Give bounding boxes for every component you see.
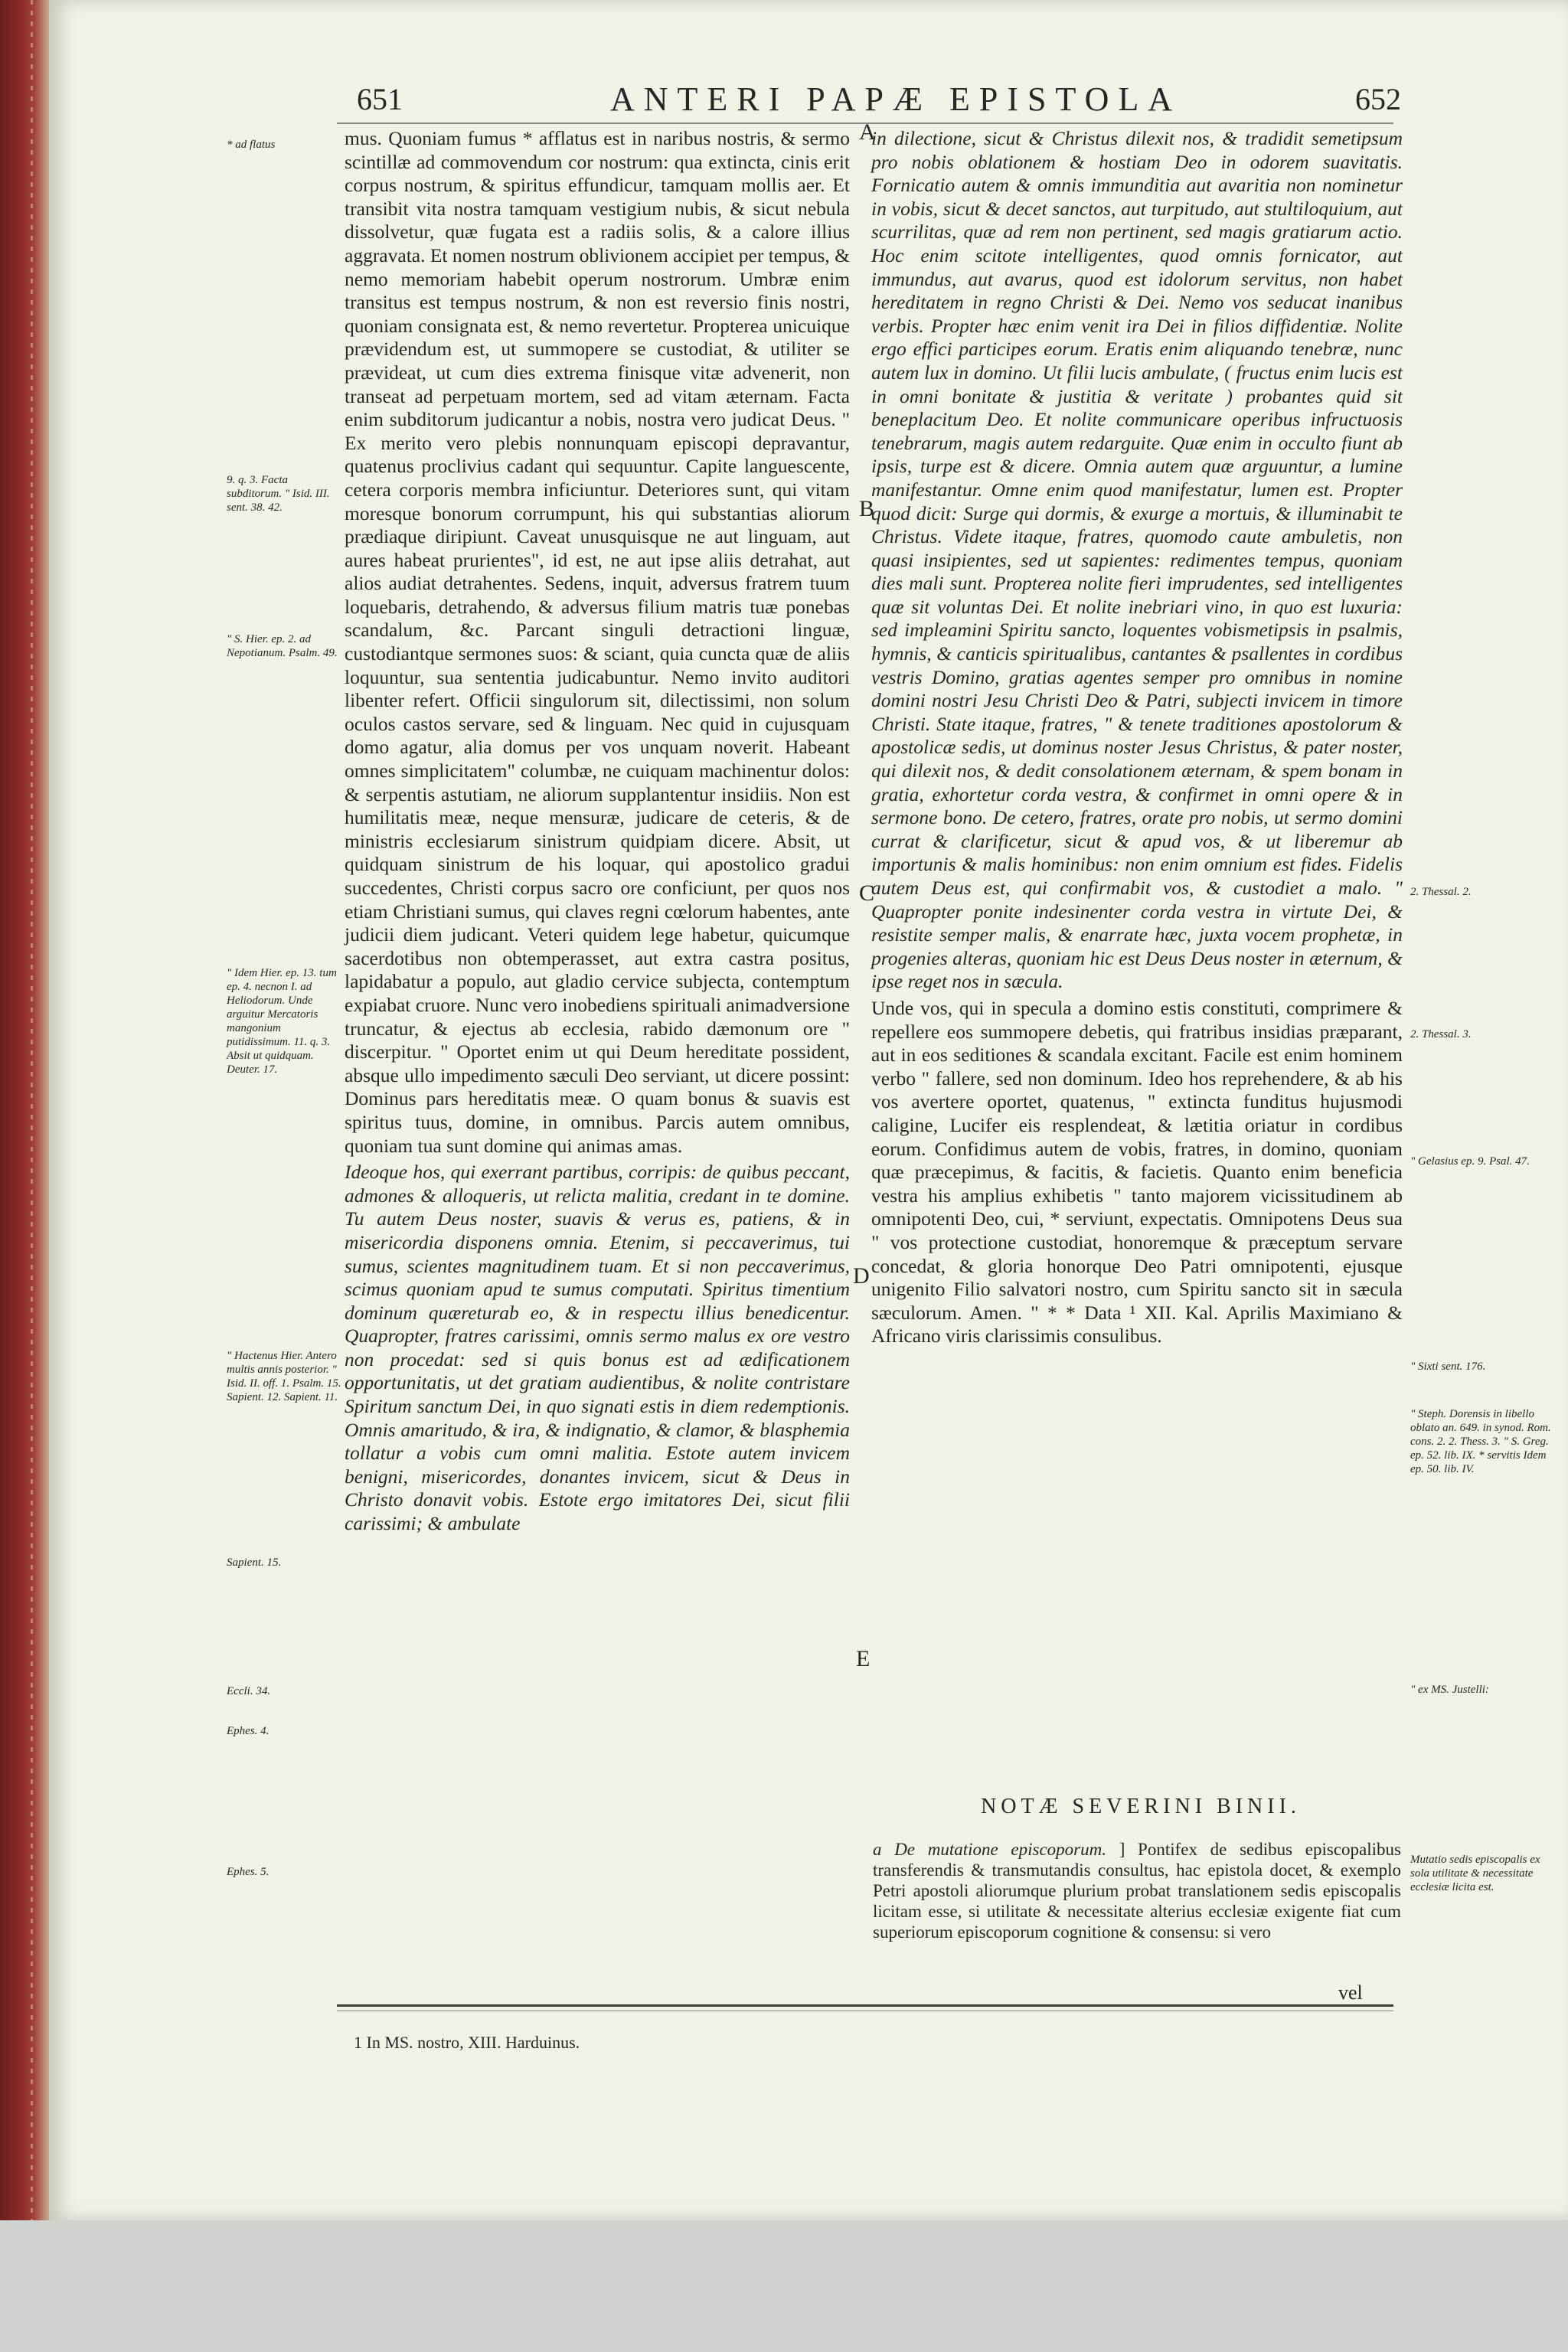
right-column-roman: Unde vos, qui in specula a domino estis constituti, comprimere & repellere eos summopere debetis, qui fratribus insidias præparant, aut in eos seditiones & scandala excitant. Facile est enim hominem verbo " fallere, sed non dominum. Ideo hos reprehendere, & ab his vos avertere oportet, quatenus, " extincta funditus hujusmodi caligine, Lucifer eis resplendeat, & lætitia oriatur in cordibus eorum. Confidimus autem de vobis, fratres, in domino, quoniam quæ præcepimus, & facitis, & facietis. Quanto enim beneficia vestra his amplius exhibetis " tanto majorem vicissitudinem ab omnipotenti Deo, cui, * serviunt, expectatis. Omnipotens Deus sua " vos protectione custodiat, honoremque & præceptum servare concedat, & gloria honorque Deo Patri omnipotenti, ejusque unigenito Filio salvatori nostro, cum Spiritu sancto sit in sæcula sæculorum. Amen. " * * Data ¹ XII. Kal. Aprilis Maximiano & Africano viris clarissimis consulibus. (871, 996, 1403, 1348)
margin-note: " Hactenus Hier. Antero multis annis posterior. " Isid. II. off. 1. Psalm. 15. Sapient. 12. Sapient. 11. (227, 1350, 341, 1403)
notes-margin-note: Mutatio sedis episcopalis ex sola utilitate & necessitate ecclesiæ licita est. (1410, 1854, 1540, 1893)
margin-note: " ex MS. Justelli: (1410, 1684, 1489, 1696)
binding-stitching (31, 0, 33, 2220)
book-binding (0, 0, 49, 2220)
left-text-column (345, 127, 850, 1536)
right-column-italic: in dilectione, sicut & Christus dilexit nos, & tradidit semetipsum pro nobis oblationem & hostiam Deo in odorem suavitatis. Fornicatio autem & omnis immunditia aut avaritia non nominetur in vobis, sicut & decet sanctos, aut turpitudo, aut stultiloquium, aut scurrilitas, quæ ad rem non pertinent, sed magis gratiarum actio. Hoc enim scitote intelligentes, quod omnis fornicator, aut immundus, aut avarus, quod est idolorum servitus, non habet hereditatem in regno Christi & Dei. Nemo vos seducat inanibus verbis. Propter hæc enim venit ira Dei in filios diffidentiæ. Nolite ergo effici participes eorum. Eratis enim aliquando tenebræ, nunc autem lux in domino. Ut filii lucis ambulate, ( fructus enim lucis est in omni bonitate & justitia & veritate ) probantes quid sit beneplacitum Deo. Et nolite communicare operibus infructuosis tenebrarum, magis autem redarguite. Quæ enim in occulto fiunt ab ipsis, turpe est & dicere. Omnia autem quæ arguuntur, a lumine manifestantur. Omne enim quod manifestatur, lumen est. Propter quod dicit: Surge qui dormis, & exurge a mortuis, & illuminabit te Christus. Videte itaque, fratres, quomodo caute ambuletis, non quasi insipientes, sed ut sapientes: redimentes tempus, quoniam dies mali sunt. Propterea nolite fieri imprudentes, sed intelligentes quæ sit voluntas Dei. Et nolite inebriari vino, in quo est luxuria: sed impleamini Spiritu sancto, loquentes vobismetipsis in psalmis, hymnis, & canticis spiritualibus, cantantes & psallentes in cordibus vestris Domino, gratias agentes semper pro omnibus in nomine domini nostri Jesu Christi Deo & Patri, subjecti invicem in timore Christi. State itaque, fratres, " & tenete traditiones apostolorum & apostolicæ sedis, ut dominus noster Jesus Christus, & pater noster, qui dilexit nos, & dedit consolationem æternam, & spem bonam in gratia, exhortetur corda vestra, & confirmet in omni opere & in sermone bono. De cetero, fratres, orate pro nobis, ut sermo domini currat & clarificetur, sicut & apud vos, & ut liberemur ab importunis & malis hominibus: non enim omnium est fides. Fidelis autem Deus est, qui confirmabit vos, & custodiet a malo. " Quapropter ponite indesinenter corda vestra in virtute Dei, & resistite semper malis, & enarrate hæc, juxta vocem prophetæ, in progenies alteras, quoniam hic est Deus Deus noster in æternum, & ipse reget nos in sæcula. (871, 127, 1403, 993)
page-number-left: 651 (357, 82, 403, 116)
footer-rule (337, 2004, 1393, 2007)
note-text: ] Pontifex de sedibus episcopalibus transferendis & transmutandis consultus, hac epistola docet, & exemplo Petri apostoli aliorumque plurium probat translationem sedis episcopalis licitam esse, si utilitate & necessitate alterius ecclesiæ exigente fiat cum superiorum episcoporum cognitione & consensu: si vero (873, 1840, 1401, 1942)
margin-note: Sapient. 15. (227, 1557, 282, 1569)
notes-heading: NOTÆ SEVERINI BINII. (981, 1795, 1301, 1818)
left-column-roman: mus. Quoniam fumus * afflatus est in naribus nostris, & sermo scintillæ ad commovendum cor nostrum: qua extincta, cinis erit corpus nostrum, & spiritus effundicur, tamquam mollis aer. Et transibit vita nostra tamquam vestigium nubis, & sicut nebula dissolvetur, quæ fugata est a radiis solis, & a calore illius aggravata. Et nomen nostrum oblivionem accipiet per tempus, & nemo memoriam habebit operum nostrorum. Umbræ enim transitus est tempus nostrum, & non est reversio finis nostri, quoniam consignata est, & nemo revertetur. Propterea unicuique prævidendum est, ut summopere se custodiat, & utiliter se prævideat, ut cum dies extrema finisque vitæ advenerit, non transeat ad perpetuam mortem, sed ad vitam æternam. Facta enim subditorum judicantur a nobis, nostra vero judicat Deus. " Ex merito vero plebis nonnunquam episcopi depravantur, quatenus proclivius cadant qui sequuntur. Capite languescente, cetera corporis membra inficiuntur. Deteriores sunt, qui vitam moresque bonorum corrumpunt, his qui substantias aliorum prædiaque diripiunt. Caveat unusquisque ne aut linguam, aut aures habeat prurientes", id est, ne aut ipse aliis detrahat, aut alios audiat detrahentes. Sedens, inquit, adversus fratrem tuum loquebaris, detrahendo, & adversus filium matris tuæ ponebas scandalum, &c. Parcant singuli detractioni linguæ, custodiantque sermones suos: & sciant, quia cuncta quæ de aliis loquuntur, sua sententia judicabuntur. Nemo invito auditori libenter refert. Officii singulorum sit, dilectissimi, non solum oculos castos servare, sed & linguam. Nec quid in cujusquam domo agatur, alia domus per vos unquam noverit. Habeant omnes simplicitatem" columbæ, ne cuiquam machinentur dolos: & serpentis astutiam, ne aliorum supplantentur insidiis. Non est humilitatis meæ, neque mensuræ, judicare de ceteris, & de ministris ecclesiarum sinistrum quidpiam dicere. Absit, ut quidquam sinistrum de his loquar, qui apostolico gradui succedentes, Christi corpus sacro ore conficiunt, per quos nos etiam Christiani sumus, qui claves regni cœlorum habentes, ante judicii diem judicant. Veteri quidem lege habetur, quicumque sacerdotibus non obtemperasset, aut extra castra positus, lapidabatur a populo, aut gladio cervice subjecta, contemptum expiabat cruore. Nunc vero inobediens spirituali animadversione truncatur, & ejectus ab ecclesia, rabido dæmonum ore " discerpitur. " Oportet enim ut qui Deum hereditate possident, absque ullo impedimento sæculi Deo serviant, ut dicere possint: Dominus pars hereditatis meæ. O quam bonus & suavis est spiritus tuus, domine, in omnibus. Parcis autem omnibus, quoniam tua sunt domine qui animas amas. (345, 127, 850, 1157)
page-number-right: 652 (1355, 82, 1401, 116)
left-column-italic: Ideoque hos, qui exerrant partibus, corripis: de quibus peccant, admones & alloqueris, ut relicta malitia, credant in te domine. Tu autem Deus noster, suavis & verus es, patiens, & in misericordia disponens omnia. Etenim, si peccaverimus, tui sumus, scientes magnitudinem tuam. Et si non peccaverimus, scimus quoniam apud te sumus computati. Spiritus timentium dominum quæreturab eo, & in respectu illius benedicentur. Quapropter, fratres carissimi, omnis sermo malus ex ore vestro non procedat: sed si quis bonus est ad ædificationem opportunitatis, ut det gratiam audientibus, & nolite contristare Spiritum sanctum Dei, in quo signati estis in diem redemptionis. Omnis amaritudo, & ira, & indignatio, & clamor, & blasphemia tollatur a vobis cum omni malitia. Estote autem invicem benigni, misericordes, donantes invicem, sicut & Deus in Christo donavit vobis. Estote ergo imitatores Dei, sicut filii carissimi; & ambulate (345, 1161, 850, 1535)
note-body (873, 1839, 1401, 1942)
margin-note: " Steph. Dorensis in libello oblato an. 649. in synod. Rom. cons. 2. 2. Thess. 3. " S. Greg. ep. 52. lib. IX. * servitis Idem ep. 50. lib. IV. (1410, 1408, 1551, 1475)
margin-note: 2. Thessal. 2. (1410, 886, 1472, 898)
section-letter-e: E (856, 1646, 871, 1671)
margin-note: " S. Hier. ep. 2. ad Nepotianum. Psalm. 49. (227, 633, 338, 659)
margin-note: 2. Thessal. 3. (1410, 1028, 1472, 1040)
page-bottom-background (0, 2220, 1568, 2352)
margin-note: Ephes. 4. (227, 1725, 270, 1737)
margin-note: " Gelasius ep. 9. Psal. 47. (1410, 1155, 1530, 1168)
right-text-column (871, 127, 1403, 1348)
catchword: vel (1338, 1981, 1363, 2004)
section-letter-c: C (859, 880, 875, 906)
margin-note: Eccli. 34. (227, 1685, 271, 1697)
running-head: ANTERI PAPÆ EPISTOLA (609, 80, 1182, 118)
margin-note: Ephes. 5. (227, 1866, 270, 1878)
section-letter-a: A (859, 119, 876, 145)
margin-note: " Idem Hier. ep. 13. tum ep. 4. necnon I. ad Heliodorum. Unde arguitur Mercatoris mangonium putidissimum. 11. q. 3. Absit ut quidquam. Deuter. 17. (227, 967, 337, 1076)
footnote: 1 In MS. nostro, XIII. Harduinus. (354, 2033, 580, 2052)
margin-note: 9. q. 3. Facta subditorum. " Isid. III. sent. 38. 42. (227, 474, 330, 514)
section-letter-d: D (853, 1263, 870, 1289)
margin-note: " Sixti sent. 176. (1410, 1361, 1486, 1373)
note-lead: a De mutatione episcoporum. (873, 1840, 1106, 1859)
margin-note: * ad flatus (227, 139, 276, 151)
section-letter-b: B (859, 496, 875, 521)
